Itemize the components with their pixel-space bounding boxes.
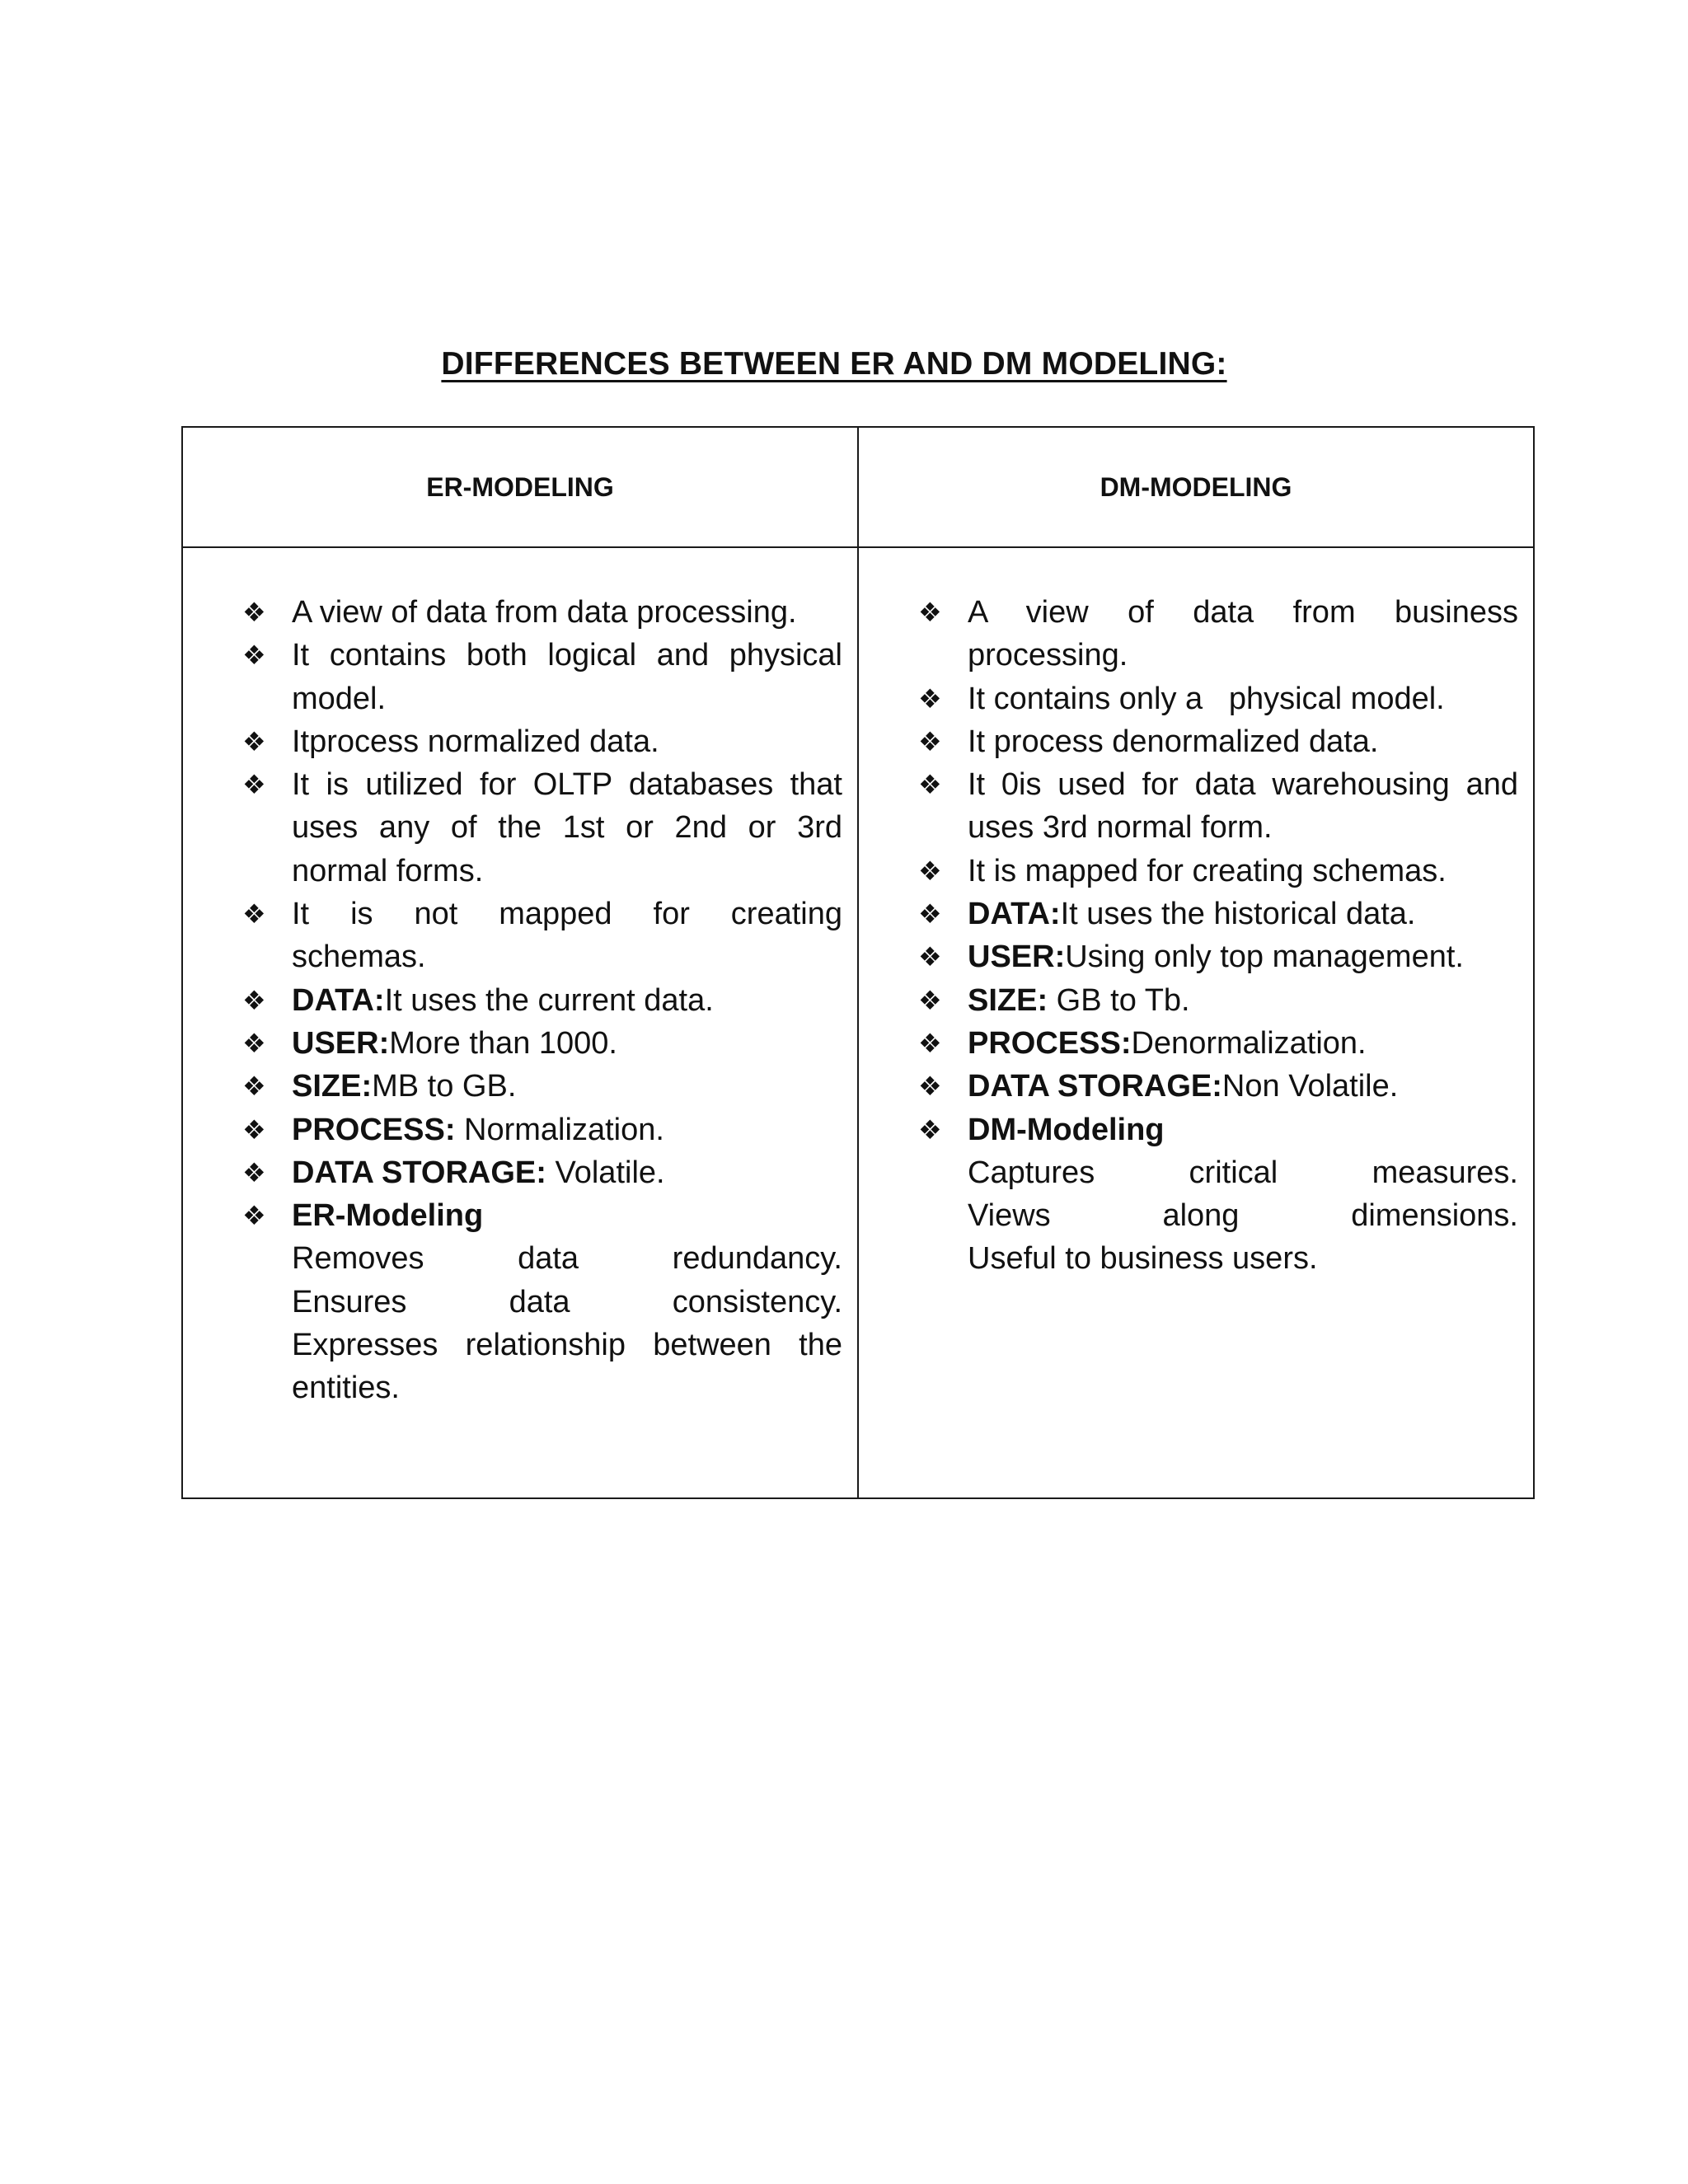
dm-benefit-line: Useful to business users. — [968, 1241, 1318, 1277]
point-label: ER-Modeling — [292, 1198, 484, 1234]
diamond-bullet-icon: ❖ — [918, 855, 942, 886]
diamond-bullet-icon: ❖ — [242, 640, 266, 671]
point-label: DATA STORAGE: — [968, 1069, 1222, 1104]
dm-modeling-list — [859, 548, 1533, 1281]
table-body-row — [182, 547, 1534, 1498]
list-item: ❖ DATA:It uses the historical data. — [918, 893, 1518, 935]
point-label: PROCESS: — [968, 1025, 1132, 1061]
list-item: ❖ DATA STORAGE: Volatile. — [242, 1151, 842, 1194]
diamond-bullet-icon: ❖ — [918, 1114, 942, 1145]
er-modeling-cell — [182, 547, 858, 1498]
er-benefit-line: Ensures data consistency. — [292, 1284, 842, 1319]
diamond-bullet-icon: ❖ — [242, 726, 266, 757]
list-item — [242, 1194, 842, 1409]
diamond-bullet-icon: ❖ — [918, 942, 942, 972]
list-item: ❖ Itprocess normalized data. — [242, 720, 842, 763]
list-item: ❖ PROCESS:Denormalization. — [918, 1022, 1518, 1065]
table-header-row — [182, 427, 1534, 547]
diamond-bullet-icon: ❖ — [918, 726, 942, 757]
list-item: ❖ A view of data from business processing. — [918, 591, 1518, 677]
point-label: DATA STORAGE: — [292, 1155, 546, 1190]
list-item: ❖ It is not mapped for creating schemas. — [242, 893, 842, 979]
list-item: ❖ It process denormalized data. — [918, 720, 1518, 763]
dm-modeling-cell — [858, 547, 1534, 1498]
list-item: ❖ DATA:It uses the current data. — [242, 979, 842, 1022]
diamond-bullet-icon: ❖ — [918, 1028, 942, 1058]
er-modeling-list — [183, 548, 860, 1410]
diamond-bullet-icon: ❖ — [918, 598, 942, 627]
point-label: SIZE: — [968, 982, 1048, 1018]
diamond-bullet-icon: ❖ — [242, 1071, 266, 1102]
list-item: ❖ SIZE: GB to Tb. — [918, 979, 1518, 1022]
point-label: DM-Modeling — [968, 1112, 1165, 1147]
diamond-bullet-icon: ❖ — [918, 770, 942, 800]
list-item: ❖ SIZE:MB to GB. — [242, 1065, 842, 1108]
er-benefit-line: Removes data redundancy. — [292, 1241, 842, 1277]
list-item: ❖ It contains both logical and physical model. — [242, 634, 842, 720]
point-label: DATA: — [968, 897, 1061, 932]
diamond-bullet-icon: ❖ — [242, 1201, 266, 1231]
er-modeling-header: ER-MODELING — [182, 427, 858, 547]
document-title: DIFFERENCES BETWEEN ER AND DM MODELING: — [441, 346, 1227, 382]
diamond-bullet-icon: ❖ — [242, 1114, 266, 1145]
point-label: SIZE: — [292, 1069, 373, 1104]
list-item: ❖ USER:Using only top management. — [918, 935, 1518, 978]
diamond-bullet-icon: ❖ — [242, 899, 266, 930]
dm-benefit-line: Captures critical measures. — [968, 1155, 1518, 1190]
list-item: ❖ It contains only a physical model. — [918, 677, 1518, 720]
dm-benefit-line: Views along dimensions. — [968, 1198, 1518, 1234]
point-label: USER: — [292, 1025, 390, 1061]
diamond-bullet-icon: ❖ — [918, 683, 942, 714]
diamond-bullet-icon: ❖ — [918, 1071, 942, 1102]
diamond-bullet-icon: ❖ — [242, 985, 266, 1015]
comparison-table — [181, 426, 1535, 1499]
diamond-bullet-icon: ❖ — [242, 770, 266, 800]
list-item: ❖ It is utilized for OLTP databases that uses any of the 1st or 2nd or 3rd normal forms. — [242, 763, 842, 893]
er-benefit-line: Expresses relationship between the entities. — [292, 1328, 842, 1406]
list-item: ❖ DATA STORAGE:Non Volatile. — [918, 1065, 1518, 1108]
diamond-bullet-icon: ❖ — [242, 598, 266, 627]
point-label: PROCESS: — [292, 1112, 456, 1147]
diamond-bullet-icon: ❖ — [918, 985, 942, 1015]
list-item: ❖ PROCESS: Normalization. — [242, 1108, 842, 1151]
point-label: DATA: — [292, 982, 385, 1018]
list-item — [918, 1108, 1518, 1281]
diamond-bullet-icon: ❖ — [242, 1157, 266, 1188]
list-item: ❖ It is mapped for creating schemas. — [918, 850, 1518, 893]
dm-modeling-header: DM-MODELING — [858, 427, 1534, 547]
list-item: ❖ It 0is used for data warehousing and uses 3rd normal form. — [918, 763, 1518, 850]
list-item: ❖ A view of data from data processing. — [242, 591, 842, 634]
diamond-bullet-icon: ❖ — [242, 1028, 266, 1058]
point-label: USER: — [968, 940, 1066, 975]
list-item: ❖ USER:More than 1000. — [242, 1022, 842, 1065]
diamond-bullet-icon: ❖ — [918, 899, 942, 930]
